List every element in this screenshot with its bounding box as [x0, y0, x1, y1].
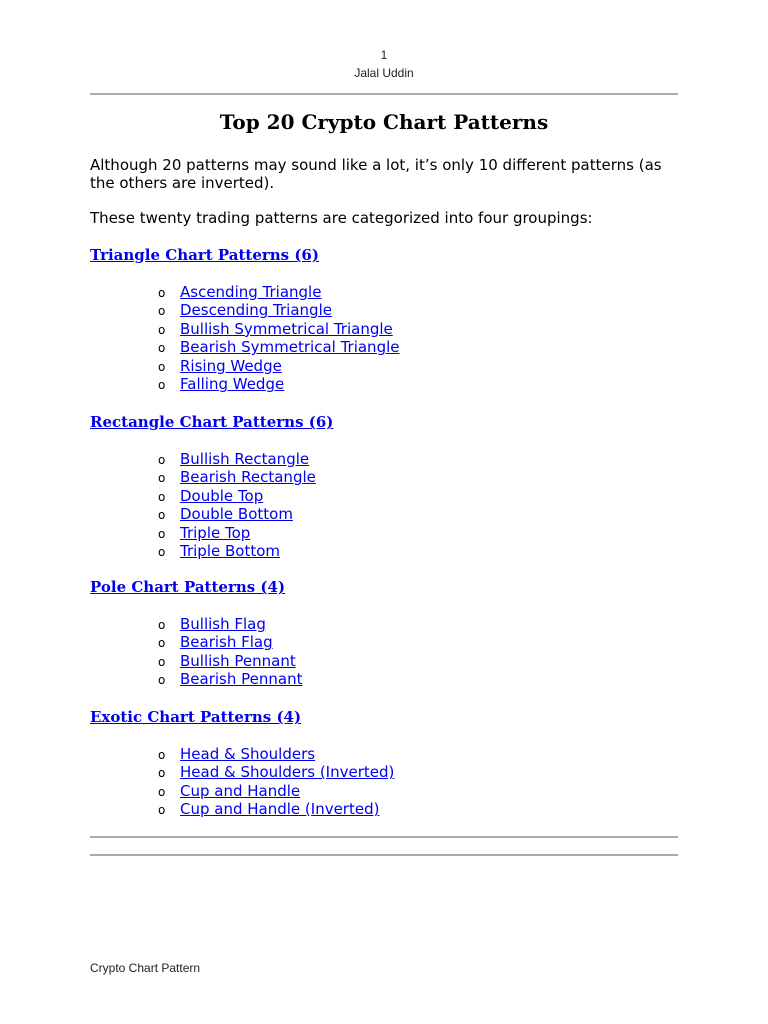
- list-item: [158, 652, 302, 670]
- list-item: [158, 782, 394, 800]
- bullet-icon: o: [158, 377, 166, 392]
- list-item: [158, 505, 316, 523]
- bullet-icon: o: [158, 784, 166, 799]
- list-item: [158, 633, 302, 651]
- bullet-icon: o: [158, 453, 166, 467]
- bullet-icon: o: [158, 673, 166, 688]
- bullet-icon: o: [158, 766, 166, 781]
- pattern-link[interactable]: Bullish Pennant: [180, 651, 296, 670]
- pattern-link[interactable]: Descending Triangle: [180, 301, 332, 320]
- pattern-link[interactable]: Head & Shoulders: [180, 745, 316, 763]
- pattern-link[interactable]: Bullish Rectangle: [180, 450, 310, 468]
- bullet-icon: o: [158, 748, 166, 762]
- section-heading-rectangle[interactable]: Rectangle Chart Patterns (6): [90, 413, 334, 431]
- exotic-pattern-list: [158, 745, 394, 819]
- bullet-icon: o: [158, 803, 166, 818]
- author-name: Jalal Uddin: [354, 66, 414, 80]
- list-item: [158, 320, 400, 338]
- section-heading-pole[interactable]: Pole Chart Patterns (4): [90, 578, 286, 596]
- bullet-icon: o: [158, 304, 166, 319]
- list-item: [158, 301, 400, 319]
- pattern-link[interactable]: Double Bottom: [180, 505, 293, 524]
- rectangle-pattern-list: [158, 450, 316, 560]
- bullet-icon: o: [158, 544, 166, 559]
- list-item: [158, 338, 400, 356]
- pole-pattern-list: [158, 615, 302, 689]
- bullet-icon: o: [158, 618, 166, 632]
- page-number: 1: [380, 48, 388, 62]
- list-item: [158, 670, 302, 688]
- list-item: [158, 615, 302, 633]
- list-item: [158, 745, 394, 763]
- groupings-paragraph: These twenty trading patterns are categorized into four groupings:: [90, 209, 593, 227]
- pattern-link[interactable]: Falling Wedge: [180, 374, 285, 393]
- pattern-link[interactable]: Bearish Pennant: [180, 670, 303, 689]
- pattern-link[interactable]: Double Top: [180, 486, 264, 505]
- list-item: [158, 542, 316, 560]
- bottom-divider: [90, 836, 678, 838]
- pattern-link[interactable]: Bearish Rectangle: [180, 468, 316, 487]
- list-item: [158, 375, 400, 393]
- section-heading-exotic[interactable]: Exotic Chart Patterns (4): [90, 708, 302, 726]
- bullet-icon: o: [158, 636, 166, 651]
- list-item: [158, 487, 316, 505]
- list-item: [158, 468, 316, 486]
- pattern-link[interactable]: Head & Shoulders (Inverted): [180, 763, 395, 782]
- header-divider: [90, 93, 678, 95]
- bullet-icon: o: [158, 489, 166, 504]
- list-item: [158, 763, 394, 781]
- pattern-link[interactable]: Bearish Flag: [180, 633, 273, 652]
- pattern-link[interactable]: Rising Wedge: [180, 356, 282, 375]
- document-title: Top 20 Crypto Chart Patterns: [219, 110, 549, 134]
- pattern-link[interactable]: Bullish Flag: [180, 615, 266, 633]
- pattern-link[interactable]: Triple Bottom: [180, 541, 280, 560]
- page-footer: Crypto Chart Pattern: [90, 961, 201, 975]
- bullet-icon: o: [158, 654, 166, 669]
- list-item: [158, 800, 394, 818]
- list-item: [158, 357, 400, 375]
- pattern-link[interactable]: Bullish Symmetrical Triangle: [180, 319, 393, 338]
- list-item: [158, 450, 316, 468]
- bullet-icon: o: [158, 526, 166, 541]
- triangle-pattern-list: [158, 283, 400, 393]
- section-heading-triangle[interactable]: Triangle Chart Patterns (6): [90, 246, 319, 264]
- pattern-link[interactable]: Triple Top: [180, 523, 251, 542]
- list-item: [158, 524, 316, 542]
- bullet-icon: o: [158, 471, 166, 486]
- list-item: [158, 283, 400, 301]
- pattern-link[interactable]: Ascending Triangle: [180, 283, 322, 301]
- bullet-icon: o: [158, 359, 166, 374]
- intro-paragraph: Although 20 patterns may sound like a lot, it’s only 10 different patterns (as the others are inverted).: [90, 156, 662, 192]
- bullet-icon: o: [158, 341, 166, 356]
- bullet-icon: o: [158, 508, 166, 523]
- pattern-link[interactable]: Cup and Handle: [180, 781, 301, 800]
- bullet-icon: o: [158, 286, 166, 300]
- pattern-link[interactable]: Cup and Handle (Inverted): [180, 800, 380, 819]
- bottom-divider: [90, 854, 678, 856]
- pattern-link[interactable]: Bearish Symmetrical Triangle: [180, 338, 400, 357]
- bullet-icon: o: [158, 322, 166, 337]
